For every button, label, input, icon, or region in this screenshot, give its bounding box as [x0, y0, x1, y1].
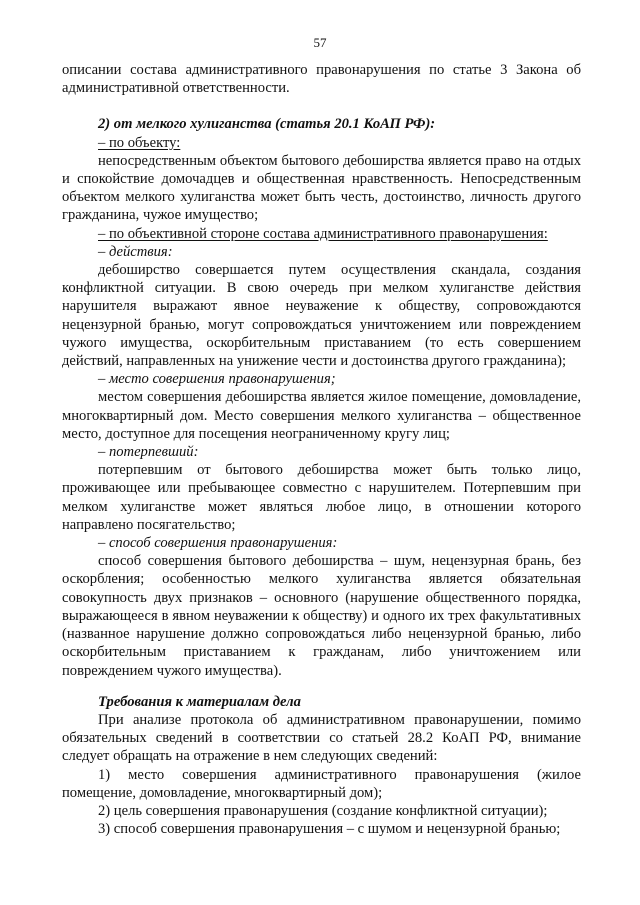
list-item-1: 1) место совершения административного правонарушения (жилое помещение, домовладение, многоквартирный дом);: [62, 766, 581, 801]
subheading-victim: – потерпевший:: [98, 444, 199, 461]
subheading-actions: – действия:: [98, 243, 173, 260]
page-number: 57: [313, 35, 327, 50]
paragraph-continuation: описании состава административного правонарушения по статье 3 Закона об административной ответственности.: [62, 62, 581, 97]
subheading-by-object: – по объекту:: [98, 134, 181, 151]
paragraph-victim: потерпевшим от бытового дебоширства может быть только лицо, проживающее или пребывающее совместно с нарушителем. Потерпевшим при мелком хулиганстве может являться любое лицо, в отношении которого направлено посягательство;: [62, 462, 581, 533]
section-heading-petty-hooliganism: 2) от мелкого хулиганства (статья 20.1 КоАП РФ):: [98, 116, 436, 133]
paragraph-object: непосредственным объектом бытового дебоширства является право на отдых и спокойствие домочадцев и общественная нравственность. Непосредственным объектом мелкого хулиганства может быть честь, достоинство, личность другого гражданина, чужое имущество;: [62, 152, 581, 224]
paragraph-method: способ совершения бытового дебоширства – шум, нецензурная брань, без оскорбления; особенностью мелкого хулиганства является обязательная совокупность двух признаков – основного (нарушение общественного порядка, выражающееся в явном неуважении к обществу) и одного их трех факультативных (названное нарушение должно сопровождаться либо нецензурной бранью, либо оскорбительным приставанием к гражданам, либо уничтожением или повреждением чужого имущества).: [62, 553, 581, 679]
subheading-objective-side: – по объективной стороне состава административного правонарушения:: [98, 225, 548, 242]
paragraph-actions: дебоширство совершается путем осуществления скандала, создания конфликтной ситуации. В свою очередь при мелком хулиганстве действия нарушителя выражают явное неуважение к обществу, сопровождаются нецензурной бранью, могут сопровождаться уничтожением или повреждением чужого имущества, оскорбительным приставанием (то есть совершением действий, направленных на унижение чести и достоинства другого гражданина);: [62, 262, 581, 370]
paragraph-place: местом совершения дебоширства является жилое помещение, домовладение, многоквартирный дом. Место совершения мелкого хулиганства – общественное место, доступное для посещения неограниченному кругу лиц;: [62, 389, 581, 442]
section-heading-requirements: Требования к материалам дела: [98, 693, 301, 710]
page-body: [62, 61, 581, 838]
subheading-method: – способ совершения правонарушения:: [98, 535, 338, 552]
list-item-2: 2) цель совершения правонарушения (создание конфликтной ситуации);: [98, 802, 548, 819]
paragraph-requirements: При анализе протокола об административном правонарушении, помимо обязательных сведений в соответствии со статьей 28.2 КоАП РФ, внимание следует обращать на отражение в нем следующих сведений:: [62, 711, 581, 765]
list-item-3: 3) способ совершения правонарушения – с шумом и нецензурной бранью;: [98, 821, 561, 838]
subheading-place: – место совершения правонарушения;: [98, 371, 336, 388]
